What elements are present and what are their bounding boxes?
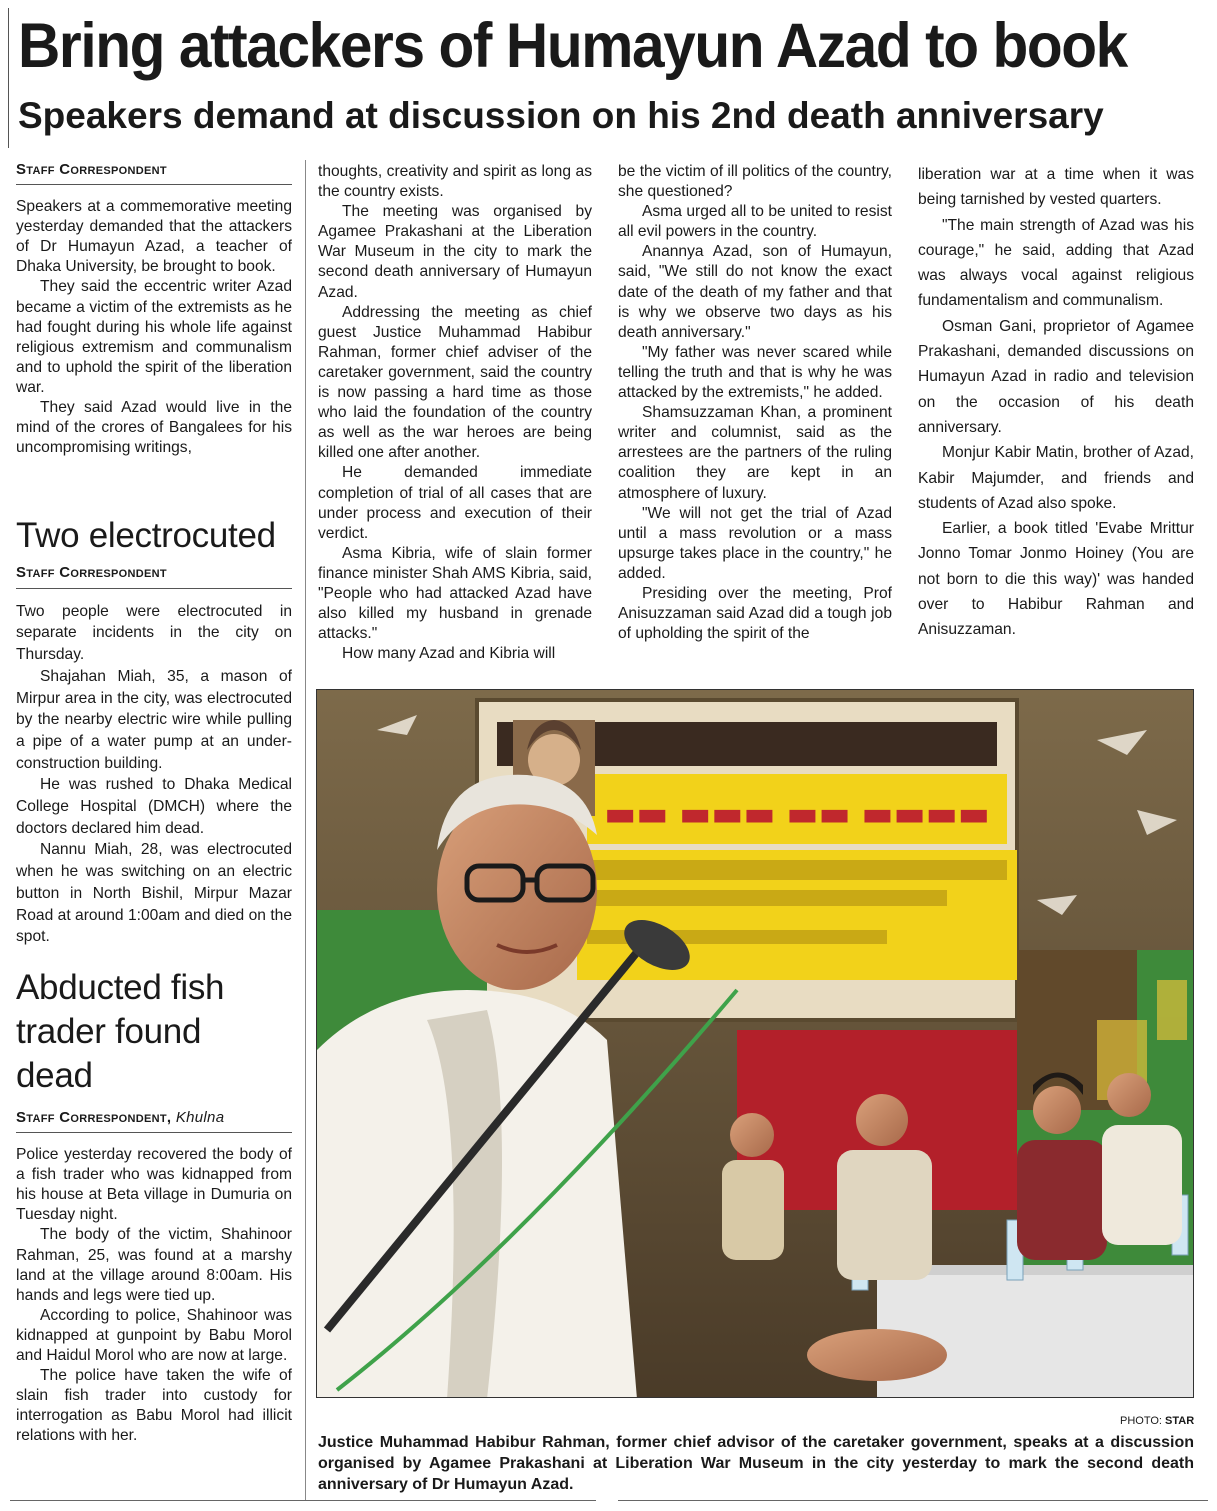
photo-credit-prefix: PHOTO: (1120, 1415, 1162, 1427)
column-divider (305, 160, 306, 1500)
main-paragraph: "My father was never scared while telling the truth and that is why he was attacked by the extremists," he added. (618, 343, 892, 402)
story3-paragraph: According to police, Shahinoor was kidnapped at gunpoint by Babu Morol and Haidul Morol who are now at large. (16, 1306, 292, 1365)
main-paragraph: Anannya Azad, son of Humayun, said, "We still do not know the exact date of the death of my father and that is why we observe two days as his death anniversary." (618, 243, 892, 341)
main-paragraph: Earlier, a book titled 'Evabe Mrittur Jonno Tomar Jonmo Hoiney (You are not born to die this way)' was handed over to Habibur Rahman and Anisuzzaman. (918, 520, 1194, 639)
story2-headline: Two electrocuted (16, 516, 276, 555)
main-paragraph: be the victim of ill politics of the country, she questioned? (618, 163, 892, 201)
photo-credit-source: STAR (1165, 1415, 1195, 1427)
main-paragraph: "We will not get the trial of Azad until a mass revolution or a mass upsurge takes place in the country," he added. (618, 504, 892, 582)
main-paragraph: Asma Kibria, wife of slain former finance minister Shah AMS Kibria, said, "People who had attacked Azad have also killed my husband in grenade attacks." (318, 544, 592, 643)
column-3 (618, 162, 892, 644)
story3-paragraph: The police have taken the wife of slain fish trader into custody for interrogation as Babu Morol had illicit relations with her. (16, 1367, 292, 1445)
bottom-rule-left (10, 1500, 596, 1501)
main-paragraph: liberation war at a time when it was being tarnished by vested quarters. (918, 166, 1194, 209)
main-paragraph: They said Azad would live in the mind of the crores of Bangalees for his uncompromising writings, (16, 399, 292, 457)
photo-caption: Justice Muhammad Habibur Rahman, former chief advisor of the caretaker government, speaks at a discussion organised by Agamee Prakashani at Liberation War Museum in the city yesterday to mark the second death anniversary of Dr Humayun Azad. (318, 1434, 1194, 1493)
story3-headline (16, 966, 224, 1098)
photo-credit (1120, 1415, 1194, 1427)
story2-paragraph: Shajahan Miah, 35, a mason of Mirpur area in the city, was electrocuted by the nearby electric wire while pulling a pipe of a water pump at an under-construction building. (16, 667, 292, 772)
story2-body (16, 562, 292, 948)
main-paragraph: Monjur Kabir Matin, brother of Azad, Kabir Majumder, and friends and students of Azad also spoke. (918, 444, 1194, 512)
main-paragraph: Asma urged all to be united to resist all evil powers in the country. (618, 203, 892, 241)
main-paragraph: How many Azad and Kibria will (342, 645, 556, 663)
column-2 (318, 162, 592, 664)
story3-byline (16, 1108, 292, 1133)
story3-headline-line: Abducted fish (16, 968, 225, 1007)
story3-body (16, 1108, 292, 1447)
left-border-rule (8, 8, 9, 148)
story2-paragraph: He was rushed to Dhaka Medical College Hospital (DMCH) where the doctors declared him dead. (16, 776, 292, 837)
bottom-rule-right (618, 1500, 1208, 1501)
main-paragraph: Osman Gani, proprietor of Agamee Prakashani, demanded discussions on Humayun Azad in radio and television on the occasion of his death anniversary. (918, 317, 1194, 436)
story3-paragraph: The body of the victim, Shahinoor Rahman, 25, was found at a marshy land at the village around 8:00am. His hands and legs were tied up. (16, 1226, 292, 1304)
column-4 (918, 162, 1194, 643)
story2-paragraph: Two people were electrocuted in separate incidents in the city on Thursday. (16, 602, 292, 664)
main-paragraph: He demanded immediate completion of trial of all cases that are under process and execution of their verdict. (318, 464, 592, 542)
story2-paragraph: Nannu Miah, 28, was electrocuted when he was switching on an electric button in North Bishil, Mirpur Mazar Road at around 1:00am and died on the spot. (16, 841, 292, 946)
main-paragraph: The meeting was organised by Agamee Prakashani at the Liberation War Museum in the city to mark the second death anniversary of Humayun Azad. (318, 203, 592, 301)
main-paragraph: Addressing the meeting as chief guest Justice Muhammad Habibur Rahman, former chief adviser of the caretaker government, said the country is now passing a hard time as those who laid the foundation of the country as well as the war heroes are being killed one after another. (318, 303, 592, 462)
column-1 (16, 160, 292, 458)
main-byline: Staff Correspondent (16, 160, 292, 185)
main-paragraph: Shamsuzzaman Khan, a prominent writer and columnist, said as the arrestees are the partners of the ruling coalition they are kept in an atmosphere of luxury. (618, 404, 892, 502)
main-paragraph: Speakers at a commemorative meeting yesterday demanded that the attackers of Dr Humayun Azad, a teacher of Dhaka University, be brought to book. (16, 198, 292, 276)
story3-headline-line: dead (16, 1056, 93, 1095)
svg-text:▬▬ ▬▬▬ ▬▬ ▬▬▬▬: ▬▬ ▬▬▬ ▬▬ ▬▬▬▬ (604, 794, 990, 834)
main-paragraph: "The main strength of Azad was his courage," he said, adding that Azad was always vocal against religious fundamentalism and communalism. (918, 216, 1194, 310)
main-subhead: Speakers demand at discussion on his 2nd death anniversary (18, 95, 1104, 136)
story3-byline-place: Khulna (175, 1109, 225, 1126)
story3-byline-name: Staff Correspondent, (16, 1109, 172, 1126)
story3-headline-line: trader found (16, 1012, 202, 1051)
news-photo (316, 689, 1194, 1398)
main-paragraph: thoughts, creativity and spirit as long as the country exists. (318, 163, 592, 201)
story2-byline: Staff Correspondent (16, 562, 292, 589)
main-paragraph: Presiding over the meeting, Prof Anisuzzaman said Azad did a tough job of upholding the spirit of the (618, 584, 892, 643)
story3-paragraph: Police yesterday recovered the body of a fish trader who was kidnapped from his house at Beta village in Dumuria on Tuesday night. (16, 1146, 292, 1224)
main-paragraph: They said the eccentric writer Azad became a victim of the extremists as he had fought during his whole life against religious extremism and communalism and to uphold the spirit of the liberation war. (16, 278, 292, 396)
main-headline: Bring attackers of Humayun Azad to book (18, 11, 1127, 81)
photo-illustration (317, 690, 1194, 1398)
